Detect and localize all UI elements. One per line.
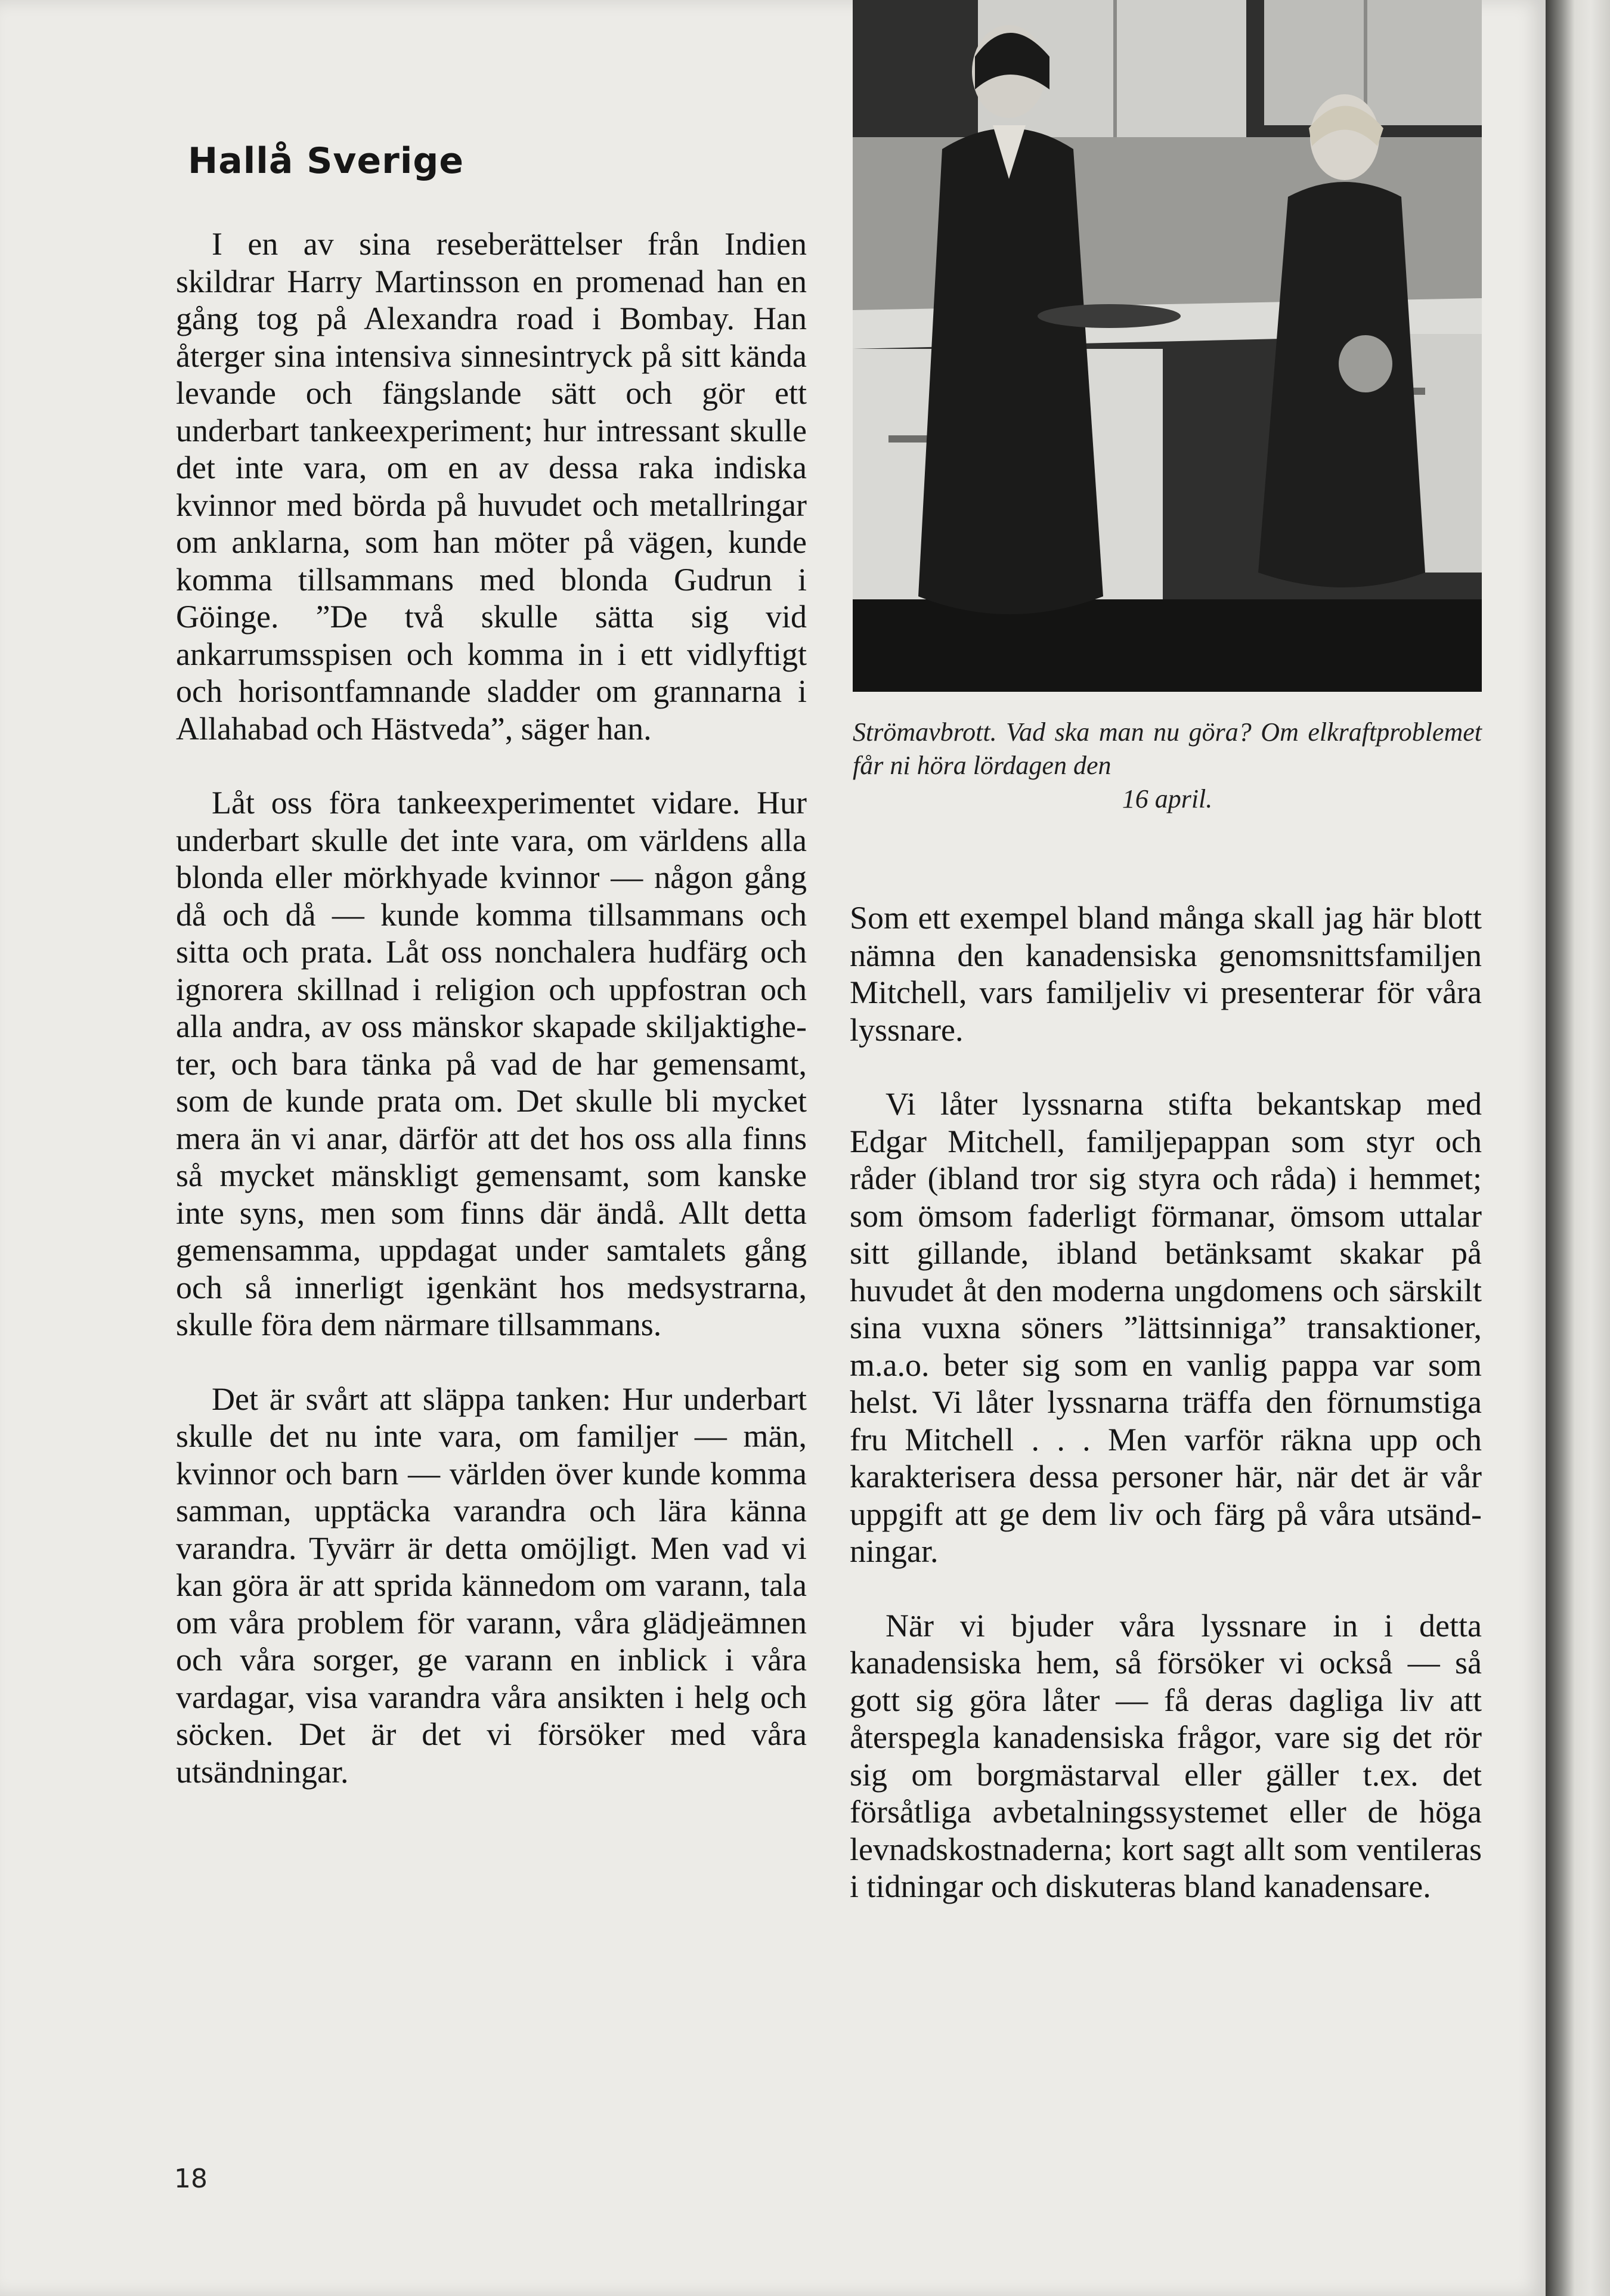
- frying-pan: [1038, 304, 1181, 328]
- upper-cabinet: [1264, 0, 1482, 125]
- left-paragraph-1: I en av sina reseberättelser från Indien skildrar Harry Martinsson en promenad han en gång tog på Alexandra road i Bombay. Han återger sina intensiva sinnesintryck på sitt kända levande och fängslande sätt och gör ett underbart tankeexperiment; hur intressant skulle det inte vara, om en av dessa raka indiska kvinnor med börda på huvudet och metallringar om anklarna, som han möter på vägen, kunde komma tillsammans med blonda Gudrun i Göinge. ”De två skulle sätta sig vid ankarrumsspisen och komma in i ett vidlyftigt och horisontfamnande sladder om grannarna i Allahabad och Hästveda”, säger han.: [176, 226, 807, 747]
- left-body-text: [176, 225, 807, 1790]
- caption-last-line: 16 april.: [1122, 784, 1213, 813]
- caption-main-text: Strömavbrott. Vad ska man nu göra? Om elkraftproblemet får ni höra lördagen den: [853, 717, 1482, 780]
- kettle: [1339, 335, 1392, 392]
- page-number: 18: [174, 2164, 208, 2194]
- article-heading: Hallå Sverige: [188, 140, 465, 182]
- right-column: [850, 899, 1482, 1905]
- right-paragraph-3: När vi bjuder våra lyssnare in i detta kanadensiska hem, så försöker vi också — så gott sig göra låter — få deras dagliga liv att återspegla kanadensiska frågor, vare sig det rör sig om borgmästarval eller gäller t.ex. det försåtliga avbetalningssystemet eller de höga levnadskostnaderna; kort sagt allt som ventileras i tidningar och diskuteras bland kanadensare.: [850, 1607, 1482, 1904]
- left-column: [176, 140, 807, 1790]
- left-paragraph-3: Det är svårt att släppa tanken: Hur underbart skulle det nu inte vara, om familjer — män, kvinnor och barn — världen över kunde komma samman, upptäcka varandra och lära känna varandra. Tyvärr är detta omöjligt. Men vad vi kan göra är att sprida kännedom om varann, tala om våra problem för varann, våra glädjeämnen och våra sorger, ge varann en inblick i våra vardagar, visa varandra våra ansikten i helg och söcken. Det är det vi försöker med våra utsändningar.: [176, 1381, 807, 1790]
- left-paragraph-2: Låt oss föra tankeexperimentet vidare. Hur underbart skulle det inte vara, om världens alla blonda eller mörkhyade kvinnor — någon gång då och då — kunde komma tillsammans och sitta och prata. Låt oss nonchalera hudfärg och ignorera skillnad i religion och uppfostran och alla andra, av oss mänskor skapade skiljaktigheter, och bara tänka på vad de har gemensamt, som de kunde prata om. Det skulle bli mycket mera än vi anar, därför att det hos oss alla finns så mycket mänskligt gemensamt, som kanske inte syns, men som finns där ändå. Allt detta gemensamma, uppdagat under samtalets gång och så innerligt igenkänt hos medsystrarna, skulle föra dem närmare tillsammans.: [176, 785, 807, 1342]
- right-paragraph-1: Som ett exempel bland många skall jag här blott nämna den kanadensiska genomsnittsfamiljen Mitchell, vars familjeliv vi presenterar för våra lyssnare.: [850, 900, 1482, 1048]
- right-body-text: [850, 899, 1482, 1905]
- adjacent-page-edge: [1546, 0, 1610, 2296]
- right-paragraph-2: Vi låter lyssnarna stifta bekantskap med Edgar Mitchell, familjepappan som styr och råder (ibland tror sig styra och råda) i hemmet; som ömsom faderligt förmanar, ömsom uttalar sitt gillande, ibland betänksamt skakar på huvudet åt den moderna ungdomens och särskilt sina vuxna söners ”lättsinniga” transaktioner, m.a.o. beter sig som en vanlig pappa var som helst. Vi låter lyssnarna träffa den förnumstiga fru Mitchell . . . Men varför räkna upp och karakterisera dessa personer här, när det är vår uppgift att ge dem liv och färg på våra utsändningar.: [850, 1086, 1482, 1569]
- woman-left-dress: [918, 128, 1103, 614]
- kitchen-photo: [853, 0, 1482, 692]
- kitchen-photo-illustration: [853, 0, 1482, 692]
- photo-caption: [853, 716, 1482, 816]
